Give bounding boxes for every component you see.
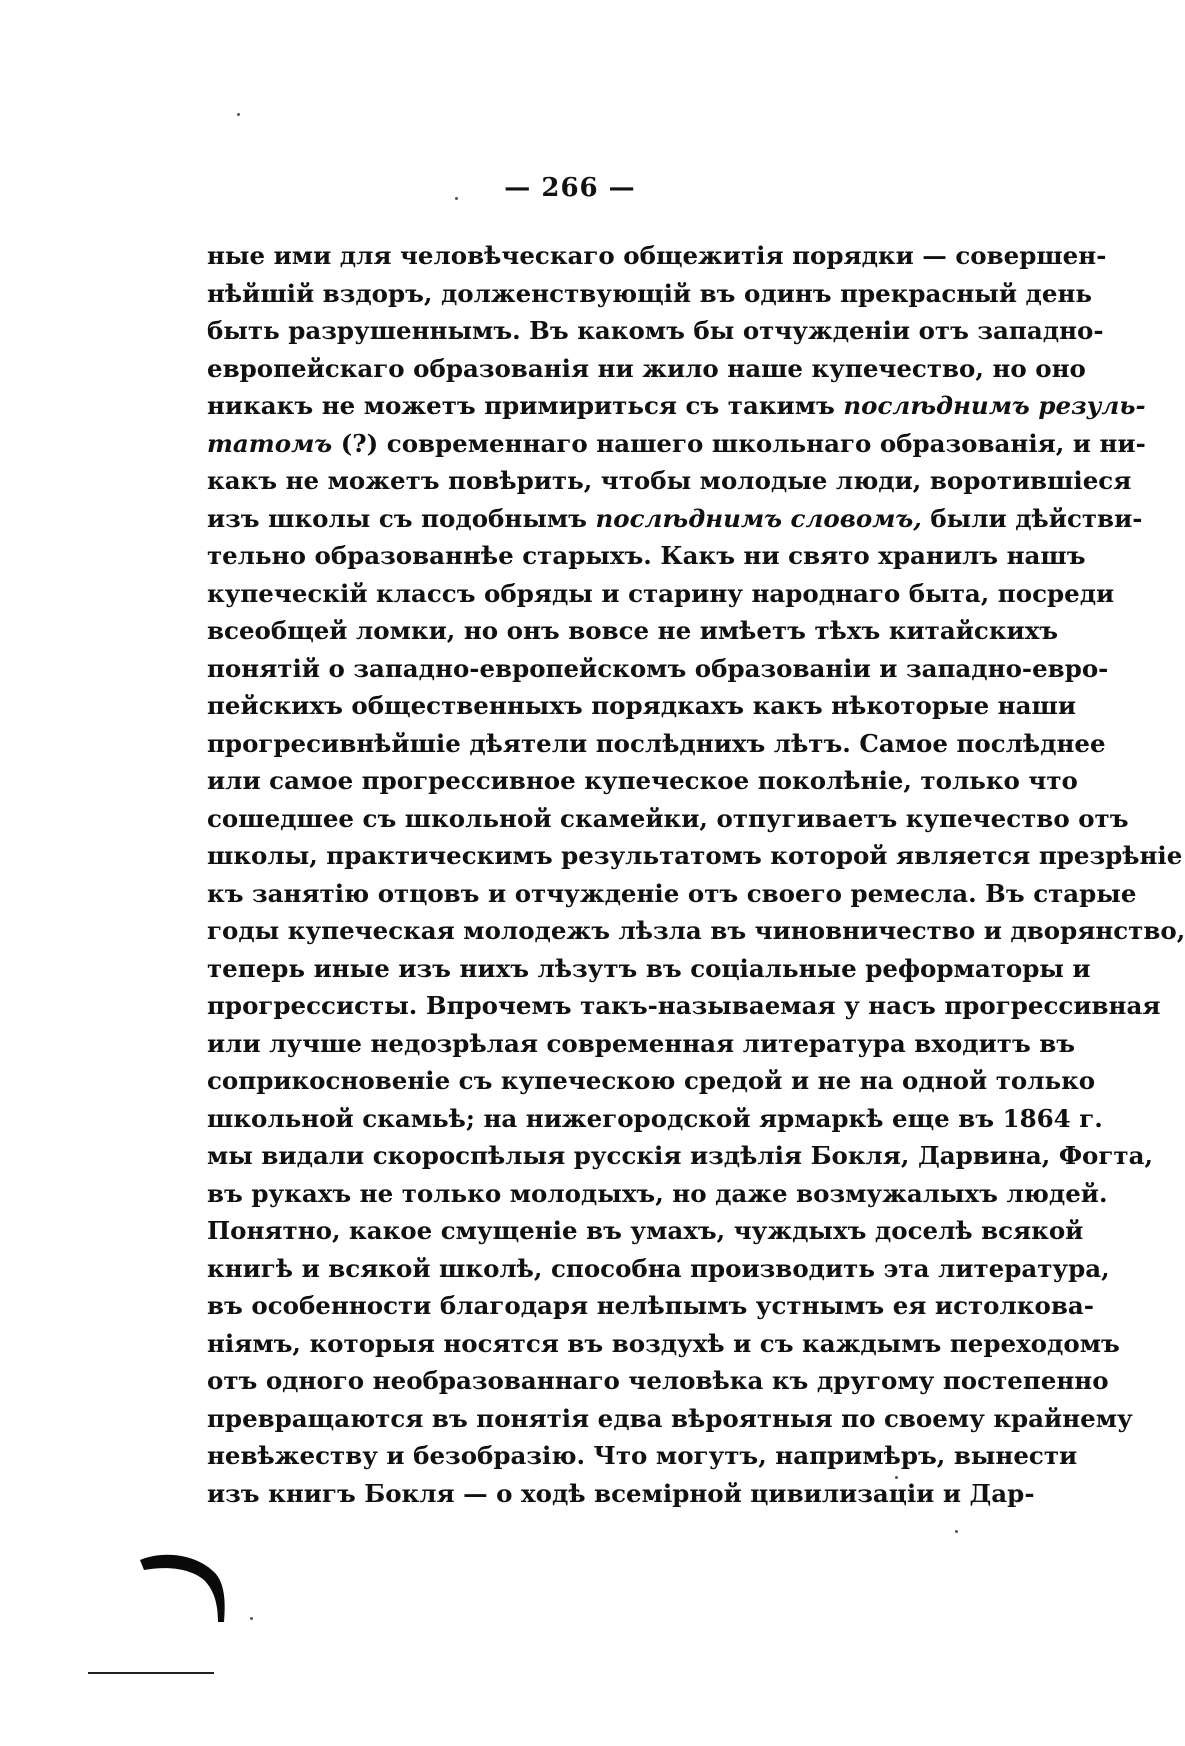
- speck: [895, 1476, 898, 1479]
- text-span: школьной скамьѣ; на нижегородской ярмаркѣ еще въ 1864 г.: [207, 1103, 1103, 1133]
- text-line: [207, 987, 1161, 1025]
- text-line: [207, 650, 1109, 688]
- text-span: годы купеческая молодежъ лѣзла въ чиновничество и дворянство,: [207, 916, 1185, 945]
- text-line: [207, 350, 1086, 388]
- text-span: прогрессисты. Впрочемъ такъ-называемая у насъ прогрессивная: [207, 991, 1161, 1020]
- text-span: быть разрушеннымъ. Въ какомъ бы отчужденіи отъ западно-: [207, 316, 1104, 345]
- speck: [250, 1617, 253, 1620]
- text-span: европейскаго образованія ни жило наше купечество, но оно: [207, 353, 1086, 383]
- text-line: [207, 387, 1146, 425]
- text-line: [207, 500, 1143, 538]
- text-span: или самое прогрессивное купеческое поколѣніе, только что: [207, 766, 1078, 795]
- text-span: были дѣйстви-: [921, 503, 1143, 533]
- footer-rule: [88, 1672, 214, 1674]
- text-span: невѣжеству и безобразію. Что могутъ, напримѣръ, вынести: [207, 1441, 1078, 1470]
- text-line: [207, 462, 1132, 500]
- text-span: тельно образованнѣе старыхъ. Какъ ни свято хранилъ нашъ: [207, 541, 1086, 570]
- text-line: [207, 1437, 1078, 1475]
- text-span: сошедшее съ школьной скамейки, отпугиваетъ купечество отъ: [207, 803, 1129, 833]
- text-line: [207, 1137, 1154, 1175]
- text-span: или лучше недозрѣлая современная литература входитъ въ: [207, 1028, 1076, 1058]
- text-line: [207, 1325, 1120, 1363]
- text-span: въ рукахъ не только молодыхъ, но даже возмужалыхъ людей.: [207, 1178, 1108, 1208]
- text-line: [207, 1100, 1103, 1138]
- text-span: школы, практическимъ результатомъ которой является презрѣніе: [207, 841, 1183, 870]
- text-span: Понятно, какое смущеніе въ умахъ, чуждыхъ доселѣ всякой: [207, 1216, 1084, 1245]
- text-span: къ занятію отцовъ и отчужденіе отъ своего ремесла. Въ старые: [207, 878, 1137, 908]
- text-span: отъ одного необразованнаго человѣка къ другому постепенно: [207, 1366, 1109, 1395]
- text-line: [207, 537, 1086, 575]
- text-line: [207, 237, 1107, 275]
- text-span: нѣйшій вздоръ, долженствующій въ одинъ прекрасный день: [207, 278, 1093, 308]
- text-span: купеческій классъ обряды и старину народнаго быта, посреди: [207, 578, 1115, 608]
- text-span: (?) современнаго нашего школьнаго образованія, и ни-: [332, 428, 1146, 458]
- text-span: мы видали скороспѣлыя русскія издѣлія Бокля, Дарвина, Фогта,: [207, 1141, 1154, 1170]
- text-span: пейскихъ общественныхъ порядкахъ какъ нѣкоторые наши: [207, 691, 1076, 720]
- text-span: въ особенности благодаря нелѣпымъ устнымъ ея истолкова-: [207, 1291, 1094, 1320]
- text-span: всеобщей ломки, но онъ вовсе не имѣетъ тѣхъ китайскихъ: [207, 616, 1059, 645]
- text-line: [207, 1062, 1096, 1100]
- ink-mark-icon: [138, 1552, 228, 1632]
- text-line: [207, 762, 1078, 800]
- speck: [237, 113, 240, 116]
- page-number: — 266 —: [504, 173, 636, 203]
- body-text: [207, 237, 1185, 1512]
- text-line: [207, 1175, 1108, 1213]
- text-line: [207, 1475, 1035, 1513]
- text-span: никакъ не можетъ примириться съ такимъ: [207, 391, 844, 420]
- text-line: [207, 912, 1185, 950]
- text-span: соприкосновеніе съ купеческою средой и не на одной только: [207, 1066, 1096, 1095]
- italic-text-span: послѣднимъ резуль-: [843, 391, 1146, 420]
- text-span: книгѣ и всякой школѣ, способна производить эта литература,: [207, 1253, 1110, 1283]
- text-span: понятій о западно-европейскомъ образованіи и западно-евро-: [207, 653, 1109, 683]
- text-span: какъ не можетъ повѣрить, чтобы молодые люди, воротившіеся: [207, 466, 1132, 495]
- text-line: [207, 275, 1093, 313]
- text-line: [207, 800, 1129, 838]
- text-line: [207, 1212, 1084, 1250]
- text-line: [207, 1400, 1133, 1438]
- speck: [955, 1530, 958, 1533]
- text-span: ные ими для человѣческаго общежитія порядки — совершен-: [207, 241, 1107, 270]
- speck: [455, 197, 458, 200]
- text-line: [207, 1287, 1094, 1325]
- text-line: [207, 312, 1104, 350]
- text-line: [207, 687, 1076, 725]
- text-line: [207, 725, 1106, 763]
- text-line: [207, 837, 1183, 875]
- text-line: [207, 1362, 1109, 1400]
- text-span: изъ книгъ Бокля — о ходѣ всемірной цивилизаціи и Дар-: [207, 1478, 1035, 1508]
- text-line: [207, 575, 1115, 613]
- text-line: [207, 875, 1137, 913]
- text-span: превращаются въ понятія едва вѣроятныя по своему крайнему: [207, 1403, 1133, 1433]
- text-line: [207, 950, 1091, 988]
- italic-text-span: послѣднимъ словомъ,: [595, 503, 922, 533]
- text-line: [207, 425, 1146, 463]
- text-span: ніямъ, которыя носятся въ воздухѣ и съ каждымъ переходомъ: [207, 1328, 1120, 1358]
- text-line: [207, 1250, 1110, 1288]
- text-span: изъ школы съ подобнымъ: [207, 503, 596, 533]
- italic-text-span: татомъ: [207, 428, 333, 458]
- text-line: [207, 1025, 1076, 1063]
- text-line: [207, 612, 1059, 650]
- text-span: прогресивнѣйшіе дѣятели послѣднихъ лѣтъ. Самое послѣднее: [207, 728, 1106, 758]
- text-span: теперь иные изъ нихъ лѣзутъ въ соціальные реформаторы и: [207, 953, 1091, 983]
